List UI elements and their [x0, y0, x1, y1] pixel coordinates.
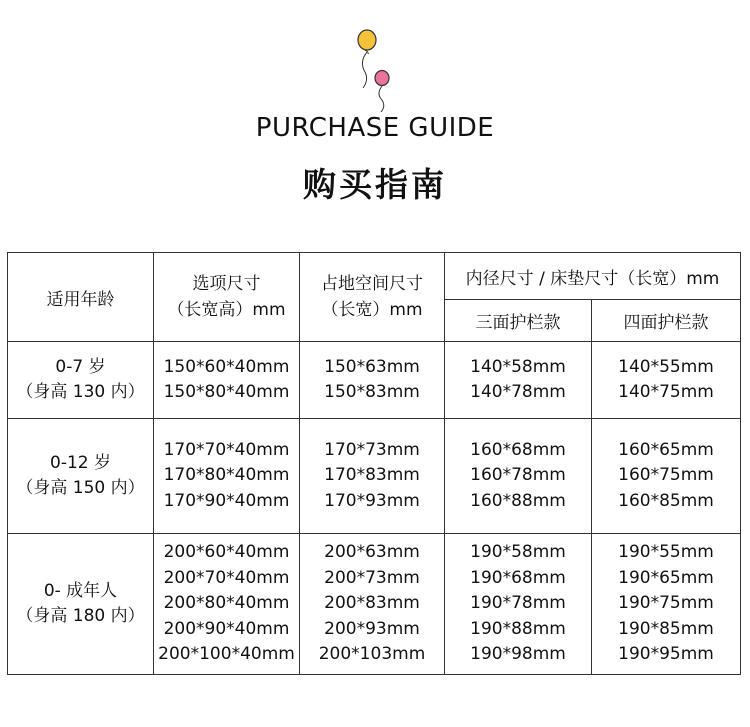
- four-side-cell: 140*55mm 140*75mm: [592, 342, 741, 419]
- age-cell: 0- 成年人 （身高 180 内）: [8, 534, 154, 675]
- four-side-cell: 160*65mm 160*75mm 160*85mm: [592, 419, 741, 534]
- balloons-illustration: [345, 28, 395, 112]
- age-cell: 0-7 岁 （身高 130 内）: [8, 342, 154, 419]
- header-option-size: 选项尺寸 （长宽高）mm: [154, 253, 300, 342]
- header-inner-size: 内径尺寸 / 床垫尺寸（长宽）mm: [445, 253, 741, 300]
- pink-balloon-string: [379, 86, 384, 112]
- header-four-side: 四面护栏款: [592, 300, 741, 342]
- header-three-side: 三面护栏款: [445, 300, 592, 342]
- three-side-cell: 140*58mm 140*78mm: [445, 342, 592, 419]
- header-floor-space: 占地空间尺寸 （长宽）mm: [300, 253, 445, 342]
- option-size-cell: 170*70*40mm 170*80*40mm 170*90*40mm: [154, 419, 300, 534]
- four-side-cell: 190*55mm 190*65mm 190*75mm 190*85mm 190*95mm: [592, 534, 741, 675]
- three-side-cell: 160*68mm 160*78mm 160*88mm: [445, 419, 592, 534]
- size-guide-table: [7, 252, 741, 675]
- table-row: [8, 419, 741, 534]
- table-row: [8, 534, 741, 675]
- floor-space-cell: 170*73mm 170*83mm 170*93mm: [300, 419, 445, 534]
- option-size-cell: 200*60*40mm 200*70*40mm 200*80*40mm 200*90*40mm 200*100*40mm: [154, 534, 300, 675]
- table-row: [8, 342, 741, 419]
- floor-space-cell: 150*63mm 150*83mm: [300, 342, 445, 419]
- header-age: 适用年龄: [8, 253, 154, 342]
- yellow-balloon: [358, 30, 376, 50]
- floor-space-cell: 200*63mm 200*73mm 200*83mm 200*93mm 200*103mm: [300, 534, 445, 675]
- age-cell: 0-12 岁 （身高 150 内）: [8, 419, 154, 534]
- three-side-cell: 190*58mm 190*68mm 190*78mm 190*88mm 190*98mm: [445, 534, 592, 675]
- yellow-balloon-string: [362, 52, 367, 88]
- title-english: PURCHASE GUIDE: [255, 113, 495, 143]
- option-size-cell: 150*60*40mm 150*80*40mm: [154, 342, 300, 419]
- pink-balloon: [375, 71, 389, 86]
- title-chinese: 购买指南: [303, 165, 447, 204]
